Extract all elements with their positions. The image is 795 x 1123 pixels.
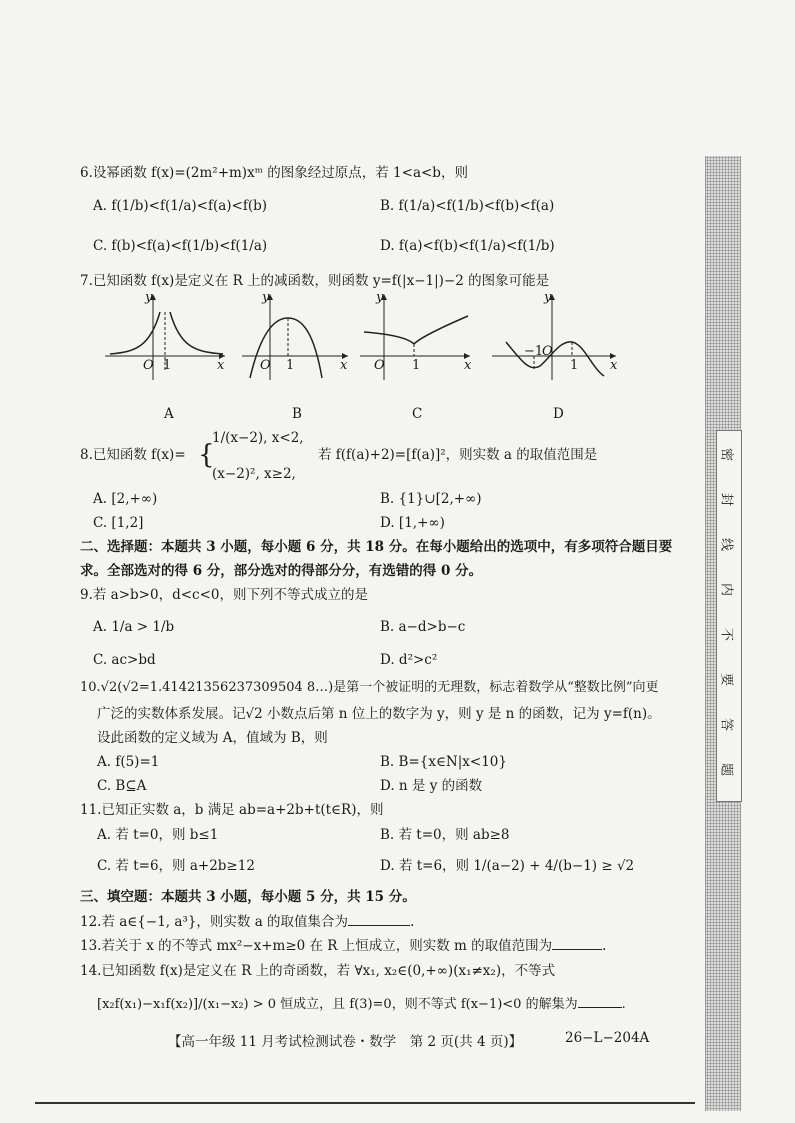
q9-option-d: D. d²>c² [380, 652, 438, 668]
q10-line2: 广泛的实数体系发展。记√2 小数点后第 n 位上的数字为 y，则 y 是 n 的函数，记为 y=f(n)。 [97, 706, 661, 722]
q7-stem: 7.已知函数 f(x)是定义在 R 上的减函数，则函数 y=f(|x−1|)−2 的图象可能是 [80, 273, 550, 289]
q7-c-x-label: x [464, 358, 472, 373]
q7-b-x-label: x [340, 358, 348, 373]
q9-option-c: C. ac>bd [93, 652, 156, 668]
q9-option-a: A. 1/a > 1/b [93, 619, 175, 635]
q11-option-d: D. 若 t=6，则 1/(a−2) + 4/(b−1) ≥ √2 [380, 858, 635, 874]
q6-option-d: D. f(a)<f(b)<f(1/a)<f(1/b) [380, 238, 555, 254]
seal-char: 封 [718, 492, 734, 506]
seal-char: 线 [718, 537, 734, 551]
q11-option-c: C. 若 t=6，则 a+2b≥12 [97, 858, 255, 874]
q14-end: . [621, 997, 626, 1012]
q6-option-a: A. f(1/b)<f(1/a)<f(a)<f(b) [93, 198, 268, 214]
q14-line1: 14.已知函数 f(x)是定义在 R 上的奇函数，若 ∀x₁, x₂∈(0,+∞)(x₁≠x₂)，不等式 [80, 963, 556, 979]
q6-option-b: B. f(1/a)<f(1/b)<f(b)<f(a) [380, 198, 555, 214]
seal-char: 答 [718, 717, 734, 731]
q12-line [80, 913, 414, 931]
q10-option-a: A. f(5)=1 [97, 754, 160, 770]
q10-option-d: D. n 是 y 的函数 [380, 778, 483, 794]
seal-char: 不 [718, 627, 734, 641]
q14-answer-blank[interactable] [578, 995, 622, 1008]
q8-piece2: (x−2)², x≥2, [212, 466, 296, 482]
q12-stem: 12.若 a∈{−1, a³}，则实数 a 的取值集合为 [80, 914, 349, 930]
q12-answer-blank[interactable] [348, 913, 410, 926]
q8-option-c: C. [1,2] [93, 515, 144, 531]
q7-d-tick-1: 1 [570, 358, 579, 373]
footer-code: 26−L−204A [565, 1030, 650, 1046]
q13-answer-blank[interactable] [552, 937, 602, 950]
q8-brace: { [198, 440, 215, 470]
q7-b-y-label: y [262, 290, 270, 305]
q7-label-a: A [164, 406, 174, 422]
q13-stem: 13.若关于 x 的不等式 mx²−x+m≥0 在 R 上恒成立，则实数 m 的取值范围为 [80, 938, 553, 954]
q7-d-y-label: y [544, 290, 552, 305]
q7-a-x-label: x [217, 358, 225, 373]
q10-line3: 设此函数的定义域为 A，值域为 B，则 [97, 730, 328, 746]
section2-line1: 二、选择题：本题共 3 小题，每小题 6 分，共 18 分。在每小题给出的选项中，有多项符合题目要 [80, 539, 673, 555]
q8-option-b: B. {1}∪[2,+∞) [380, 491, 482, 507]
q7-d-x-label: x [610, 358, 618, 373]
q7-graph-a [105, 292, 230, 382]
q7-d-tick-neg-1: −1 [524, 344, 544, 359]
footer-title: 【高一年级 11 月考试检测试卷・数学 第 2 页(共 4 页)】 [168, 1034, 523, 1050]
q13-line [80, 937, 606, 955]
q7-b-tick-1: 1 [286, 358, 295, 373]
q7-label-d: D [553, 406, 564, 422]
q7-graph-b [242, 292, 352, 382]
q7-c-origin: O [374, 358, 385, 373]
q8-option-a: A. [2,+∞) [93, 491, 158, 507]
section3-line1: 三、填空题：本题共 3 小题，每小题 5 分，共 15 分。 [80, 889, 416, 905]
seal-char: 题 [718, 762, 734, 776]
q11-option-a: A. 若 t=0，则 b≤1 [97, 827, 219, 843]
q7-label-b: B [292, 406, 302, 422]
q8-piece1: 1/(x−2), x<2, [212, 430, 304, 446]
q7-graph-d [492, 292, 622, 382]
q7-a-y-label: y [145, 290, 153, 305]
q8-option-d: D. [1,+∞) [380, 515, 445, 531]
q12-end: . [410, 914, 415, 930]
q11-stem: 11.已知正实数 a，b 满足 ab=a+2b+t(t∈R)，则 [80, 802, 384, 818]
q9-option-b: B. a−d>b−c [380, 619, 466, 635]
q10-line1: 10.√2(√2=1.41421356237309504 8…)是第一个被证明的无理数，标志着数学从“整数比例”向更 [80, 680, 659, 695]
q7-label-c: C [412, 406, 423, 422]
q7-a-origin: O [143, 358, 154, 373]
q10-option-b: B. B={x∈N|x<10} [380, 754, 507, 770]
seal-char: 密 [718, 447, 734, 461]
seal-char: 内 [718, 582, 734, 596]
q10-option-c: C. B⊆A [97, 778, 147, 794]
q8-stem-suffix: 若 f(f(a)+2)=[f(a)]²，则实数 a 的取值范围是 [318, 447, 598, 463]
q9-stem: 9.若 a>b>0，d<c<0，则下列不等式成立的是 [80, 587, 368, 603]
q7-c-tick-1: 1 [412, 358, 421, 373]
bottom-rule [35, 1102, 695, 1104]
seal-char: 要 [718, 672, 734, 686]
q11-option-b: B. 若 t=0，则 ab≥8 [380, 827, 510, 843]
q7-c-y-label: y [376, 290, 384, 305]
q14-condition: [x₂f(x₁)−x₁f(x₂)]/(x₁−x₂) > 0 恒成立，且 f(3)=0，则不等式 f(x−1)<0 的解集为 [97, 997, 578, 1012]
q7-a-tick-1: 1 [163, 358, 172, 373]
q7-d-origin: O [542, 344, 553, 359]
q6-stem: 6.设幂函数 f(x)=(2m²+m)xᵐ 的图象经过原点，若 1<a<b，则 [80, 165, 468, 181]
q7-b-origin: O [260, 358, 271, 373]
section2-line2: 求。全部选对的得 6 分，部分选对的得部分分，有选错的得 0 分。 [80, 563, 483, 579]
q7-graph-c [360, 292, 475, 382]
q8-stem-prefix: 8.已知函数 f(x)= [80, 447, 186, 463]
q13-end: . [602, 938, 607, 954]
q6-option-c: C. f(b)<f(a)<f(1/b)<f(1/a) [93, 238, 268, 254]
seal-margin-box [716, 430, 742, 802]
q14-line2 [97, 995, 626, 1014]
